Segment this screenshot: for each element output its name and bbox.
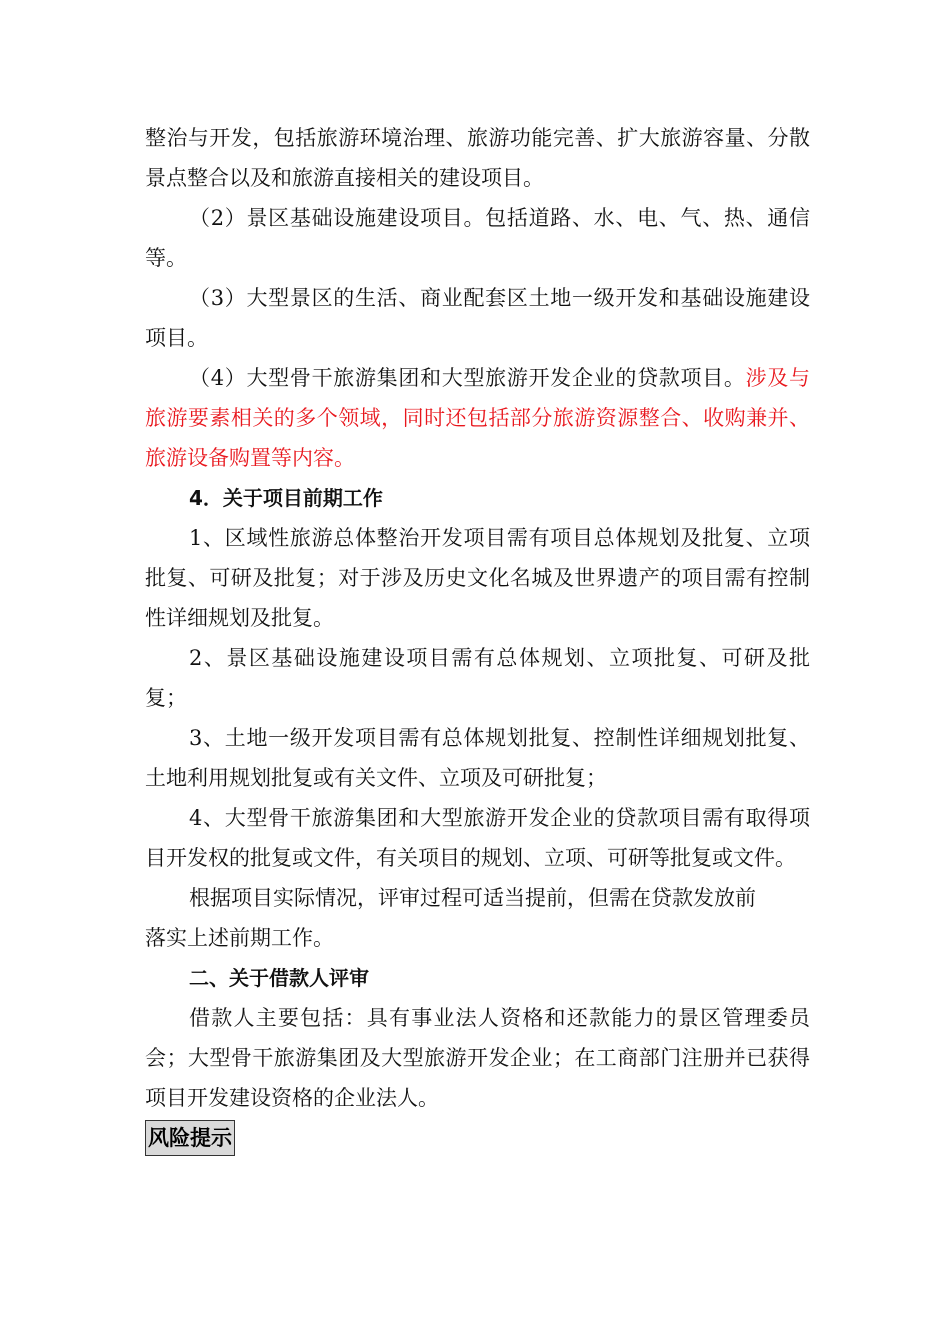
paragraph-requirement-2: 2、景区基础设施建设项目需有总体规划、立项批复、可研及批复； bbox=[145, 646, 810, 710]
paragraph-item-2: （2）景区基础设施建设项目。包括道路、水、电、气、热、通信等。 bbox=[145, 206, 810, 270]
paragraph-item-4-text: （4）大型骨干旅游集团和大型旅游开发企业的贷款项目。 bbox=[189, 366, 746, 390]
risk-box-row bbox=[145, 1118, 810, 1156]
paragraph-review-timing-line2: 落实上述前期工作。 bbox=[145, 926, 334, 950]
document-body bbox=[145, 118, 810, 1156]
paragraph-review-timing-line1: 根据项目实际情况，评审过程可适当提前，但需在贷款发放前 bbox=[189, 886, 756, 910]
paragraph-requirement-1: 1、区域性旅游总体整治开发项目需有项目总体规划及批复、立项批复、可研及批复；对于涉及历史文化名城及世界遗产的项目需有控制性详细规划及批复。 bbox=[145, 526, 810, 630]
risk-warning-label: 风险提示 bbox=[145, 1120, 235, 1156]
paragraph-requirement-4: 4、大型骨干旅游集团和大型旅游开发企业的贷款项目需有取得项目开发权的批复或文件，有关项目的规划、立项、可研等批复或文件。 bbox=[145, 806, 810, 870]
paragraph-item-4 bbox=[145, 358, 810, 478]
paragraph-borrower-types: 借款人主要包括：具有事业法人资格和还款能力的景区管理委员会；大型骨干旅游集团及大型旅游开发企业；在工商部门注册并已获得项目开发建设资格的企业法人。 bbox=[145, 1006, 810, 1110]
highlighted-red-text: 涉及与旅游要素相关的多个领域，同时还包括部分旅游资源整合、收购兼并、旅游设备购置等内容。 bbox=[145, 366, 811, 470]
paragraph-scope-continued: 整治与开发，包括旅游环境治理、旅游功能完善、扩大旅游容量、分散景点整合以及和旅游直接相关的建设项目。 bbox=[145, 126, 810, 190]
section-heading-preliminary-work: 4．关于项目前期工作 bbox=[189, 486, 383, 510]
paragraph-requirement-3: 3、土地一级开发项目需有总体规划批复、控制性详细规划批复、土地利用规划批复或有关文件、立项及可研批复； bbox=[145, 726, 810, 790]
paragraph-item-3: （3）大型景区的生活、商业配套区土地一级开发和基础设施建设项目。 bbox=[145, 286, 810, 350]
section-heading-borrower-review: 二、关于借款人评审 bbox=[189, 966, 369, 990]
